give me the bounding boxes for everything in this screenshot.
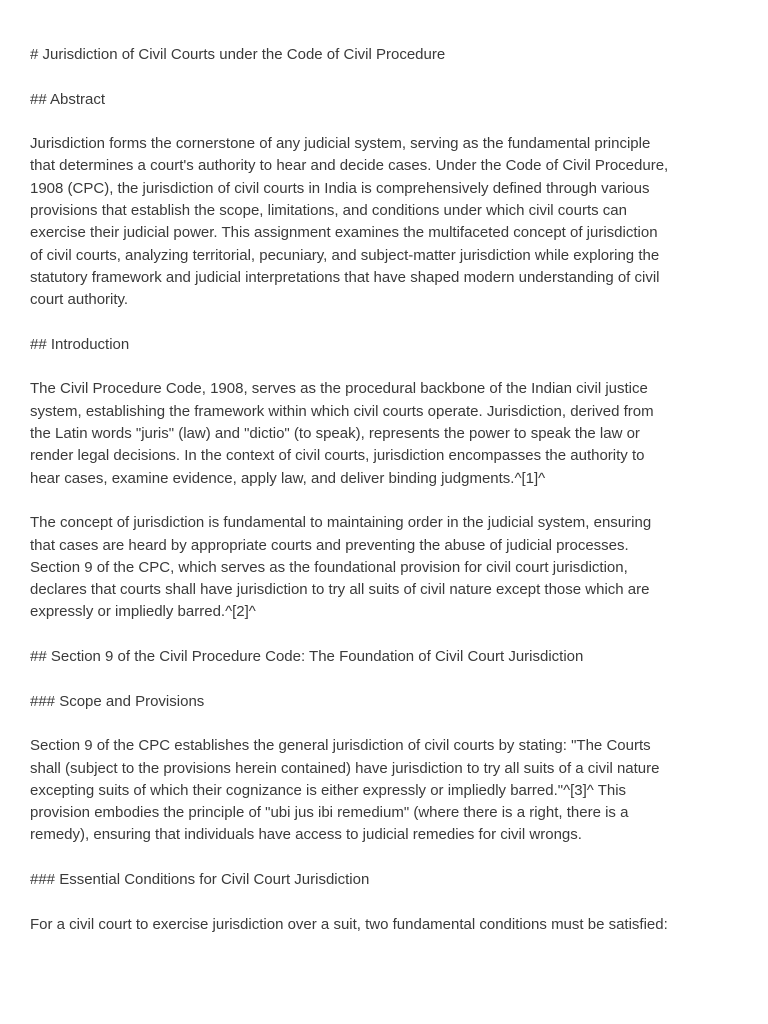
- paragraph-line: remedy), ensuring that individuals have access to judicial remedies for civil wrongs.: [30, 826, 582, 844]
- paragraph-line: system, establishing the framework within which civil courts operate. Jurisdiction, derived from: [30, 402, 654, 420]
- paragraph-line: declares that courts shall have jurisdiction to try all suits of civil nature except those which are: [30, 581, 650, 599]
- conditions-heading: ### Essential Conditions for Civil Court Jurisdiction: [30, 870, 370, 888]
- scope-paragraph: [30, 735, 742, 846]
- paragraph-line: hear cases, examine evidence, apply law, and deliver binding judgments.^[1]^: [30, 469, 546, 487]
- paragraph-line: that determines a court's authority to hear and decide cases. Under the Code of Civil Procedure,: [30, 157, 669, 175]
- paragraph-line: the Latin words "juris" (law) and "dictio" (to speak), represents the power to speak the law or: [30, 425, 640, 443]
- spacer: [30, 66, 742, 88]
- spacer: [30, 847, 742, 869]
- paragraph-line: that cases are heard by appropriate courts and preventing the abuse of judicial processes.: [30, 536, 629, 554]
- scope-heading: ### Scope and Provisions: [30, 692, 205, 710]
- paragraph-line: The concept of jurisdiction is fundamental to maintaining order in the judicial system, ensuring: [30, 514, 652, 532]
- spacer: [30, 111, 742, 133]
- document-body: [30, 44, 742, 936]
- introduction-heading: ## Introduction: [30, 335, 130, 353]
- paragraph-line: Section 9 of the CPC establishes the general jurisdiction of civil courts by stating: "The Courts: [30, 737, 651, 755]
- paragraph-line: expressly or impliedly barred.^[2]^: [30, 603, 256, 621]
- paragraph-line: 1908 (CPC), the jurisdiction of civil courts in India is comprehensively defined through various: [30, 179, 650, 197]
- abstract-heading: ## Abstract: [30, 90, 106, 108]
- introduction-paragraph-2: [30, 512, 742, 623]
- paragraph-line: exercise their judicial power. This assignment examines the multifaceted concept of jurisdiction: [30, 224, 658, 242]
- spacer: [30, 891, 742, 913]
- spacer: [30, 356, 742, 378]
- abstract-paragraph: [30, 133, 742, 311]
- paragraph-line: excepting suits of which their cognizance is either expressly or impliedly barred."^[3]^ This: [30, 781, 627, 799]
- paragraph-line: provision embodies the principle of "ubi jus ibi remedium" (where there is a right, there is a: [30, 804, 629, 822]
- section9-heading: ## Section 9 of the Civil Procedure Code: The Foundation of Civil Court Jurisdiction: [30, 648, 584, 666]
- paragraph-line: Section 9 of the CPC, which serves as the foundational provision for civil court jurisdiction,: [30, 558, 628, 576]
- paragraph-line: render legal decisions. In the context of civil courts, jurisdiction encompasses the authority to: [30, 447, 645, 465]
- paragraph-line: court authority.: [30, 291, 129, 309]
- introduction-paragraph-1: [30, 378, 742, 489]
- paragraph-line: of civil courts, analyzing territorial, pecuniary, and subject-matter jurisdiction while exploring the: [30, 246, 660, 264]
- spacer: [30, 713, 742, 735]
- paragraph-line: Jurisdiction forms the cornerstone of any judicial system, serving as the fundamental principle: [30, 135, 651, 153]
- paragraph-line: statutory framework and judicial interpretations that have shaped modern understanding of civil: [30, 268, 660, 286]
- document-title: # Jurisdiction of Civil Courts under the Code of Civil Procedure: [30, 46, 446, 63]
- paragraph-line: shall (subject to the provisions herein contained) have jurisdiction to try all suits of a civil nature: [30, 759, 660, 777]
- spacer: [30, 490, 742, 512]
- conditions-paragraph: [30, 914, 742, 936]
- paragraph-line: The Civil Procedure Code, 1908, serves as the procedural backbone of the Indian civil justice: [30, 380, 648, 398]
- spacer: [30, 668, 742, 690]
- spacer: [30, 624, 742, 646]
- spacer: [30, 312, 742, 334]
- paragraph-line: provisions that establish the scope, limitations, and conditions under which civil courts can: [30, 202, 627, 220]
- paragraph-line: For a civil court to exercise jurisdiction over a suit, two fundamental conditions must be satisfied:: [30, 915, 668, 933]
